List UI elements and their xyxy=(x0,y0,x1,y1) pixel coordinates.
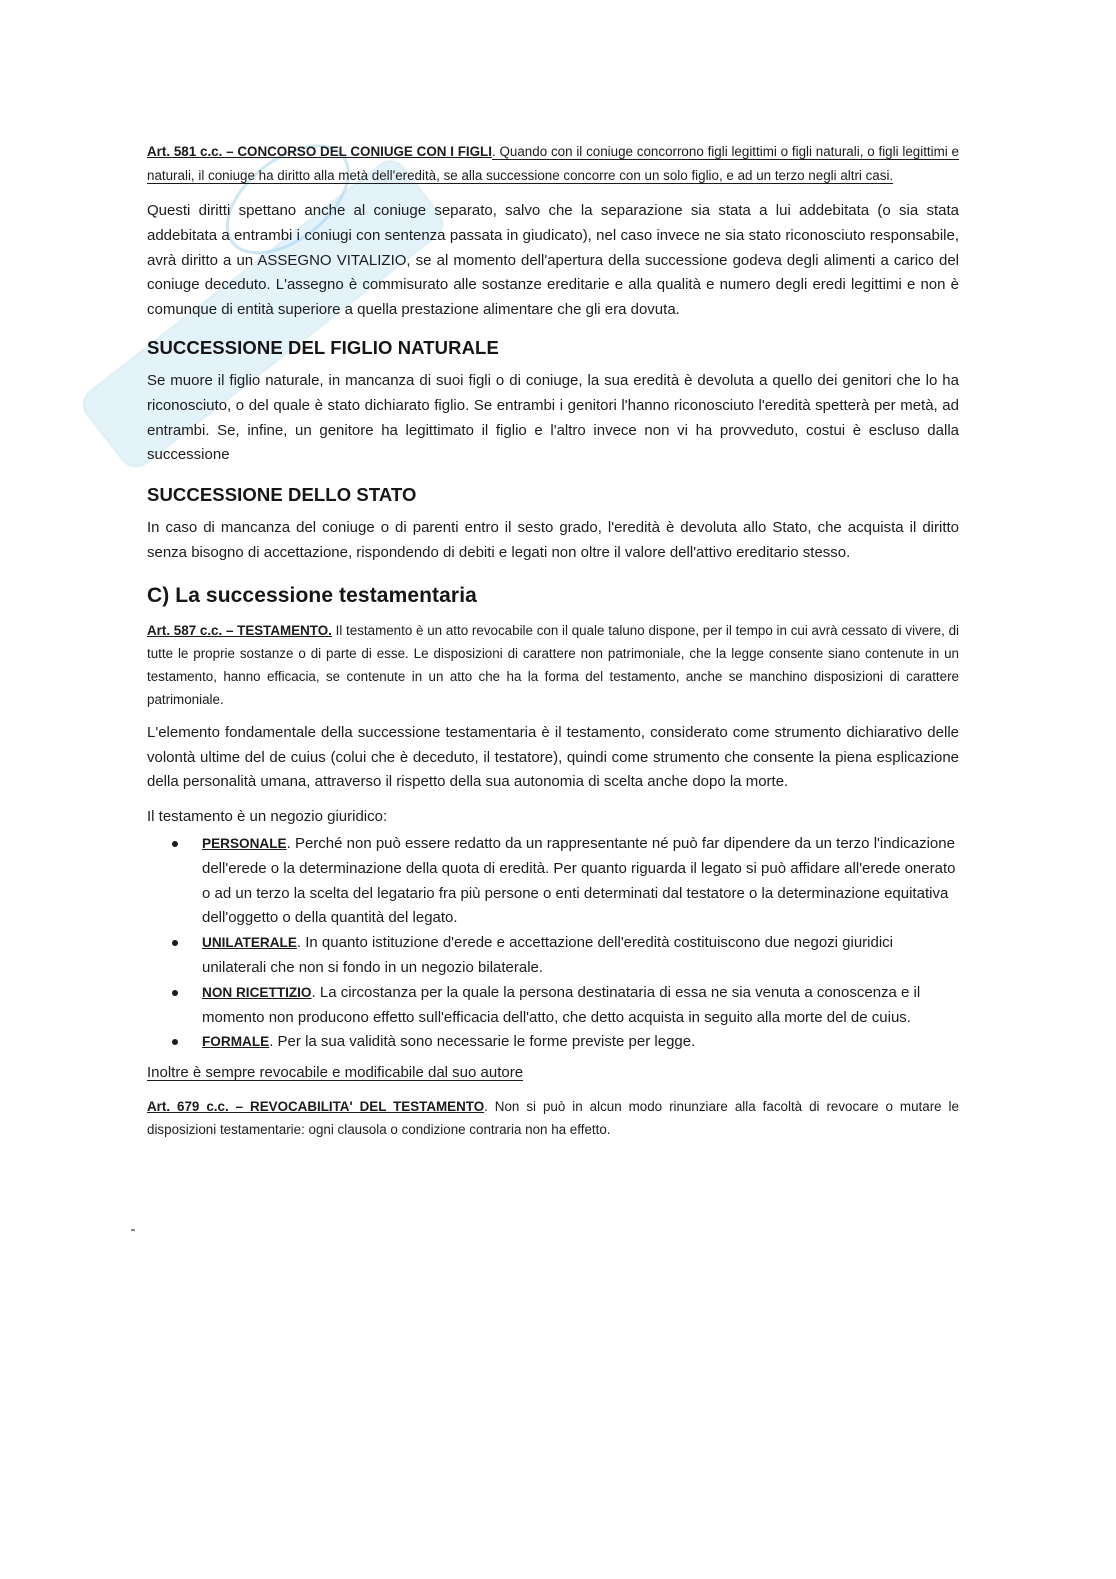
bullet-text: . In quanto istituzione d'erede e accettazione dell'eredità costituiscono due negozi giuridici unilaterali che non si fondo in un negozio bilaterale. xyxy=(202,934,894,976)
bullet-term: UNILATERALE xyxy=(202,935,297,951)
bullet-term: PERSONALE xyxy=(202,835,287,851)
list-item xyxy=(202,931,959,981)
paragraph-figlio-naturale: Se muore il figlio naturale, in mancanza di suoi figli o di coniuge, la sua eredità è devoluta a quello dei genitori che lo ha riconosciuto, o del quale è stato dichiarato figlio. Se entrambi i genitori l'hanno riconosciuto l'eredità spetterà per metà, ad entrambi. Se, infine, un genitore ha legittimato il figlio e l'altro invece non vi ha provveduto, costui è escluso dalla successione xyxy=(147,371,959,464)
bullet-text: . Perché non può essere redatto da un rappresentante né può far dipendere da un terzo l'indicazione dell'erede o la determinazione della quota di eredità. Per quanto riguarda il legato si può affidare all'erede onerato o ad un terzo la scelta del legatario fra più persone o enti determinati dal testatore o la determinazione equitativa dell'oggetto o della quantità del legato. xyxy=(202,834,956,927)
bullet-text: . La circostanza per la quale la persona destinataria di essa ne sia venuta a conoscenza e il momento non producono effetto sull'efficacia dell'atto, che detto acquista in seguito alla morte del de cuius. xyxy=(202,983,921,1026)
bullet-icon xyxy=(172,841,178,847)
paragraph-inoltre xyxy=(147,1061,959,1086)
bullet-term: NON RICETTIZIO xyxy=(202,984,312,1000)
document-page xyxy=(147,140,959,1141)
bullet-icon xyxy=(172,940,178,946)
art-587-paragraph xyxy=(147,619,959,711)
bullet-icon xyxy=(172,1039,178,1045)
testamento-characteristics-list xyxy=(147,832,959,1055)
heading-successione-stato: SUCCESSIONE DELLO STATO xyxy=(147,484,417,506)
list-item xyxy=(202,1030,959,1055)
bullet-icon xyxy=(172,990,178,996)
paragraph-coniuge-separato: Questi diritti spettano anche al coniuge separato, salvo che la separazione sia stata a lui addebitata (o sia stata addebitata a entrambi i coniugi con sentenza passata in giudicato), nel caso invece ne sia stato riconosciuto responsabile, avrà diritto a un ASSEGNO VITALIZIO, se al momento dell'apertura della successione godeva degli alimenti a carico del coniuge deceduto. L'assegno è commisurato alle sostanze ereditarie e alla qualità e numero degli eredi legittimi e non è comunque di entità superiore a quella prestazione alimentare che gli era dovuta. xyxy=(147,202,959,319)
art-587-ref: Art. 587 c.c. – TESTAMENTO. xyxy=(147,622,332,638)
art-581-text: . Quando con il coniuge concorrono figli legittimi o figli naturali, o figli legittimi e naturali, il coniuge ha diritto alla metà dell'eredità, se alla successione concorre con un solo figlio, e ad un terzo negli altri casi. xyxy=(147,144,959,183)
inoltre-text: Inoltre è sempre revocabile e modificabile dal suo autore xyxy=(147,1064,524,1082)
art-581-paragraph xyxy=(147,140,959,188)
paragraph-successione-stato: In caso di mancanza del coniuge o di parenti entro il sesto grado, l'eredità è devoluta allo Stato, che acquista il diritto senza bisogno di accettazione, rispondendo di debiti e legati non oltre il valore dell'attivo ereditario stesso. xyxy=(147,519,959,561)
bullet-text: . Per la sua validità sono necessarie le forme previste per legge. xyxy=(269,1033,696,1051)
art-587-text: Il testamento è un atto revocabile con il quale taluno dispone, per il tempo in cui avrà cessato di vivere, di tutte le proprie sostanze o di parte di esse. Le disposizioni di carattere non patrimoniale, che la legge consente siano contenute in un testamento, hanno efficacia, se contenute in un atto che ha la forma del testamento, anche se manchino disposizioni di carattere patrimoniale. xyxy=(147,622,959,707)
paragraph-negozio-giuridico: Il testamento è un negozio giuridico: xyxy=(147,808,388,826)
heading-successione-testamentaria: C) La successione testamentaria xyxy=(147,583,477,607)
list-item xyxy=(202,981,959,1031)
art-679-text: . Non si può in alcun modo rinunziare alla facoltà di revocare o mutare le disposizioni testamentarie: ogni clausola o condizione contraria non ha effetto. xyxy=(147,1098,959,1137)
art-679-paragraph xyxy=(147,1095,959,1141)
bullet-term: FORMALE xyxy=(202,1034,270,1050)
paragraph-elemento-fondamentale: L'elemento fondamentale della successione testamentaria è il testamento, considerato come strumento dichiarativo delle volontà ultime del de cuius (colui che è deceduto, il testatore), quindi come strumento che consente la piena esplicazione della personalità umana, attraverso il rispetto della sua autonomia di scelta anche dopo la morte. xyxy=(147,723,959,791)
heading-successione-figlio-naturale: SUCCESSIONE DEL FIGLIO NATURALE xyxy=(147,336,499,358)
scan-mark xyxy=(131,1229,135,1231)
art-679-ref: Art. 679 c.c. – REVOCABILITA' DEL TESTAMENTO xyxy=(147,1098,485,1114)
art-581-ref: Art. 581 c.c. – CONCORSO DEL CONIUGE CON I FIGLI xyxy=(147,144,492,159)
list-item xyxy=(202,832,959,931)
